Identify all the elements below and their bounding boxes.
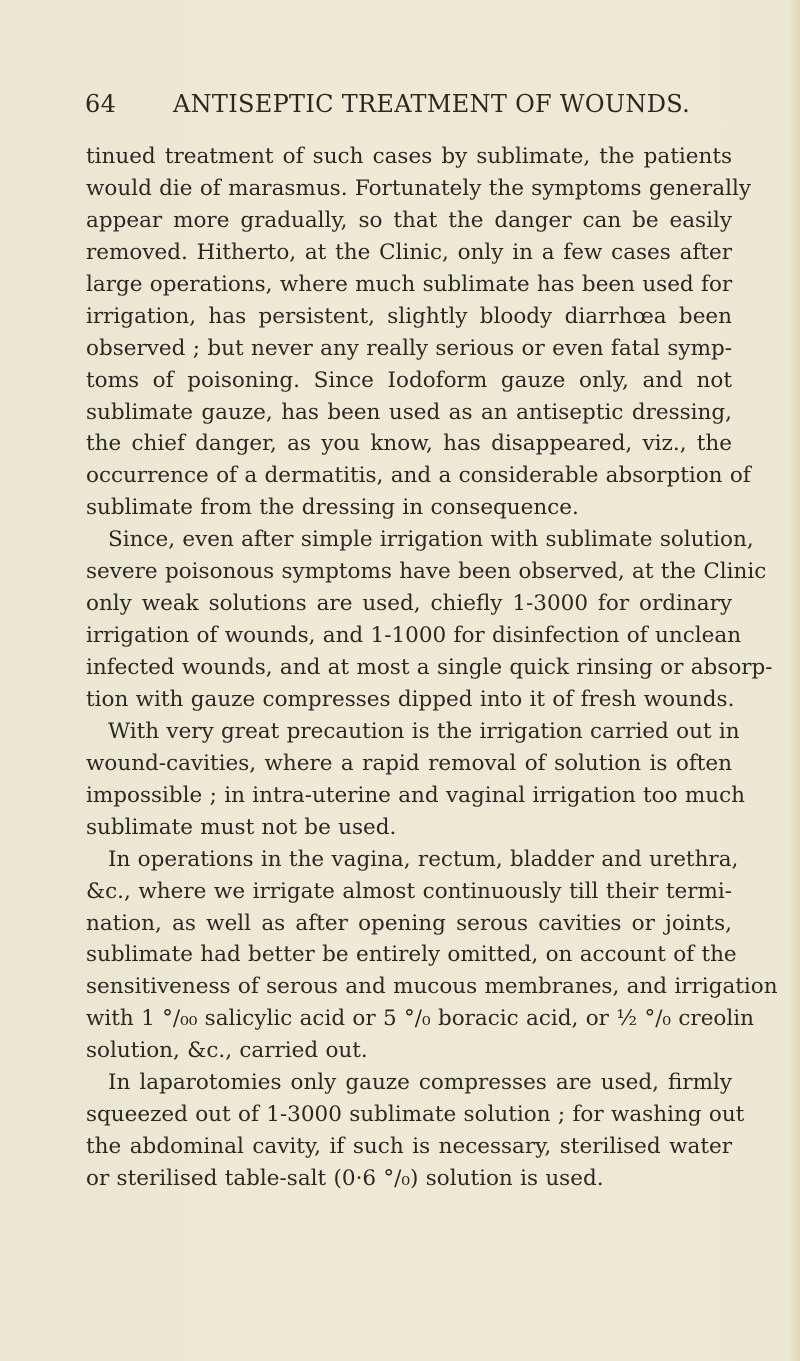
- text-line: Since, even after simple irrigation with sublimate solution,: [108, 527, 754, 553]
- text-line: the abdominal cavity, if such is necessary, sterilised water: [86, 1134, 732, 1160]
- text-line: observed ; but never any really serious or even fatal symp-: [86, 335, 732, 361]
- text-line: removed. Hitherto, at the Clinic, only in a few cases after: [86, 239, 732, 265]
- text-line: sublimate had better be entirely omitted, on account of the: [86, 942, 737, 968]
- text-line: impossible ; in intra-uterine and vaginal irrigation too much: [86, 782, 745, 808]
- text-line: tinued treatment of such cases by sublimate, the patients: [86, 144, 732, 169]
- text-line: toms of poisoning. Since Iodoform gauze only, and not: [86, 367, 732, 393]
- body-text: [86, 141, 778, 1195]
- text-line: sublimate must not be used.: [86, 814, 397, 840]
- text-line: sensitiveness of serous and mucous membranes, and irrigation: [86, 974, 778, 1000]
- text-line: irrigation of wounds, and 1-1000 for disinfection of unclean: [86, 623, 742, 649]
- text-line: occurrence of a dermatitis, and a considerable absorption of: [86, 463, 751, 489]
- text-line: infected wounds, and at most a single quick rinsing or absorp-: [86, 655, 773, 680]
- text-line: squeezed out of 1-3000 sublimate solution ; for washing out: [86, 1102, 745, 1128]
- page-edge-shadow: [788, 0, 800, 1361]
- text-line: In operations in the vagina, rectum, bladder and urethra,: [108, 846, 739, 872]
- text-line: the chief danger, as you know, has disappeared, viz., the: [86, 431, 732, 457]
- text-line: nation, as well as after opening serous cavities or joints,: [86, 910, 732, 936]
- page-number: 64: [85, 90, 117, 118]
- running-head: ANTISEPTIC TREATMENT OF WOUNDS.: [173, 90, 691, 118]
- text-line: large operations, where much sublimate has been used for: [86, 271, 733, 297]
- text-line: severe poisonous symptoms have been observed, at the Clinic: [86, 559, 767, 585]
- text-line: solution, &c., carried out.: [86, 1038, 368, 1064]
- text-line: wound-cavities, where a rapid removal of solution is often: [86, 750, 732, 776]
- text-line: appear more gradually, so that the danger can be easily: [86, 207, 732, 233]
- text-line: only weak solutions are used, chiefly 1-3000 for ordinary: [86, 591, 732, 617]
- text-line: &c., where we irrigate almost continuously till their termi-: [86, 878, 732, 904]
- text-line: sublimate from the dressing in consequence.: [86, 495, 579, 521]
- text-line: or sterilised table-salt (0·6 °/₀) solution is used.: [86, 1166, 604, 1191]
- text-line: tion with gauze compresses dipped into it of fresh wounds.: [86, 686, 735, 712]
- text-line: with 1 °/₀₀ salicylic acid or 5 °/₀ boracic acid, or ½ °/₀ creolin: [86, 1006, 754, 1032]
- text-line: sublimate gauze, has been used as an antiseptic dressing,: [86, 399, 732, 425]
- text-line: With very great precaution is the irrigation carried out in: [108, 718, 740, 744]
- text-line: irrigation, has persistent, slightly bloody diarrhœa been: [86, 303, 732, 329]
- text-line: would die of marasmus. Fortunately the symptoms generally: [86, 175, 751, 201]
- text-line: In laparotomies only gauze compresses are used, firmly: [108, 1070, 732, 1096]
- page-header: [85, 90, 715, 124]
